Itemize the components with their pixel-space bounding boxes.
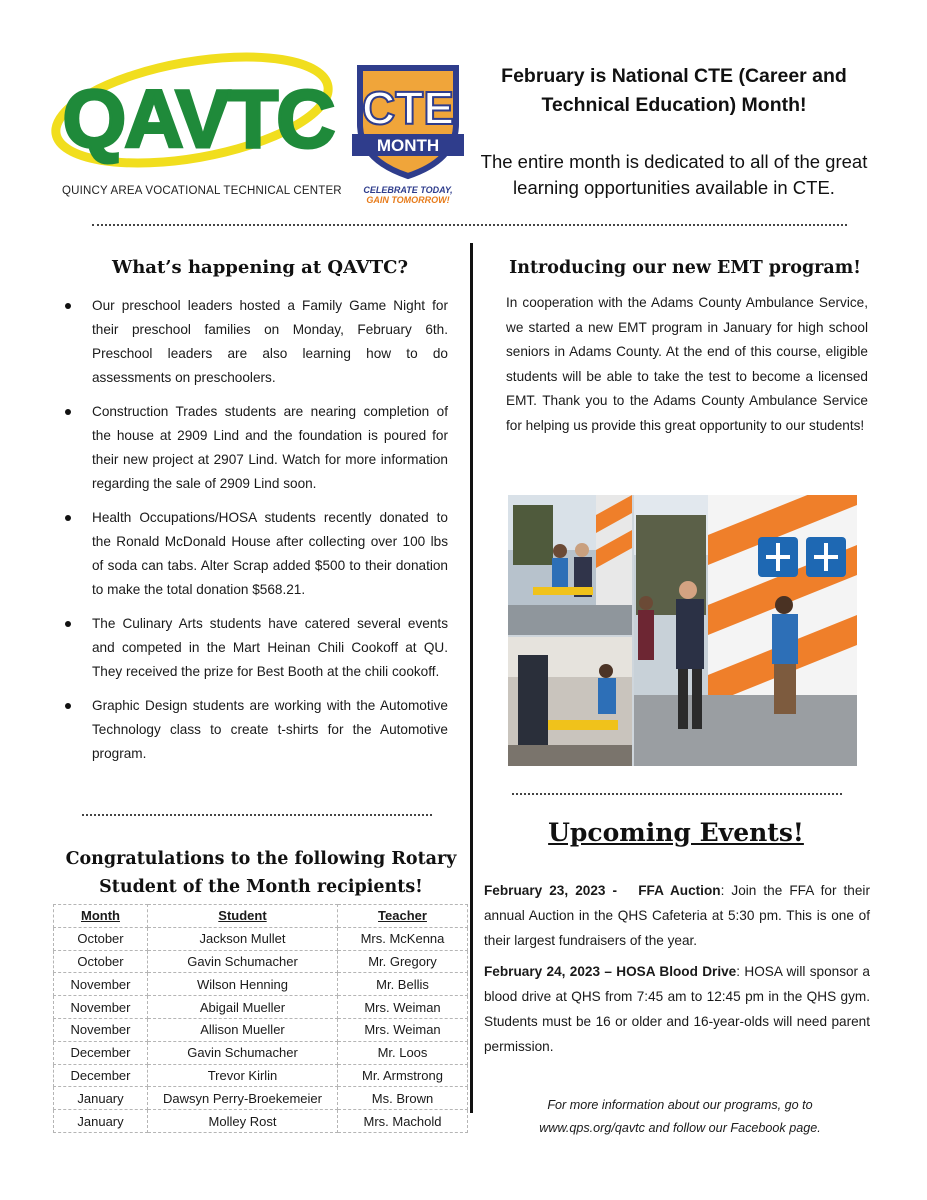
cell-student: Jackson Mullet [148,927,338,950]
list-item-text: Graphic Design students are working with the Automotive Technology class to create t-shirts for the Automotive program. [92,698,448,761]
list-item-text: Construction Trades students are nearing completion of the house at 2909 Lind and the foundation is poured for their new project at 2907 Lind. Watch for more information regarding the sale of 2909 Lind soon. [92,404,448,491]
cell-student: Molley Rost [148,1110,338,1133]
event-description: : HOSA will sponsor a blood drive at QHS from 7:45 am to 12:45 pm in the QHS gym. Students must be 16 or older and 16-year-olds will need parent permission. [484,964,870,1054]
list-item [62,612,448,684]
logo-subtitle: QUINCY AREA VOCATIONAL TECHNICAL CENTER [62,185,342,197]
page-subtitle: The entire month is dedicated to all of the great learning opportunities available in CTE. [480,151,868,198]
rotary-heading: Congratulations to the following Rotary Student of the Month recipients! [65,849,457,897]
cell-teacher: Mrs. Machold [338,1110,468,1133]
emt-heading: Introducing our new EMT program! [509,258,861,278]
table-row [54,1064,468,1087]
table-row [54,1018,468,1041]
left-divider [82,814,432,816]
cell-student: Abigail Mueller [148,996,338,1019]
list-item [62,694,448,766]
cell-month: January [54,1087,148,1110]
column-header-month: Month [54,905,148,928]
cell-teacher: Mrs. Weiman [338,996,468,1019]
cell-teacher: Mr. Gregory [338,950,468,973]
cte-badge-big: CTE [362,82,454,134]
cell-teacher: Mr. Bellis [338,973,468,996]
cte-tagline-2: GAIN TOMORROW! [366,195,450,205]
event-item [484,878,870,953]
event-date: February 24, 2023 [484,964,601,979]
happening-heading: What’s happening at QAVTC? [112,257,408,278]
cell-month: October [54,927,148,950]
cell-teacher: Mrs. Weiman [338,1018,468,1041]
table-row [54,1110,468,1133]
event-item [484,959,870,1059]
cte-tagline [356,185,460,205]
cell-teacher: Mr. Loos [338,1041,468,1064]
happening-list [62,294,448,776]
cell-month: October [54,950,148,973]
cell-month: December [54,1041,148,1064]
bullet-icon [65,703,71,709]
cell-month: November [54,1018,148,1041]
list-item [62,294,448,390]
bullet-icon [65,303,71,309]
logo-wordmark: QAVTC [62,74,334,165]
cell-student: Wilson Henning [148,973,338,996]
qavtc-logo-graphic [50,50,350,185]
list-item-text: Health Occupations/HOSA students recently donated to the Ronald McDonald House after collecting over 100 lbs of soda can tabs. Alter Scrap added $500 to their donation to make the total donation $568.21. [92,510,448,597]
rotary-table [53,904,468,1133]
event-name: FFA Auction [638,883,721,898]
table-row [54,1087,468,1110]
cell-teacher: Ms. Brown [338,1087,468,1110]
emt-photo-collage [508,495,857,766]
cell-teacher: Mrs. McKenna [338,927,468,950]
footer-note [500,1094,860,1140]
right-divider [512,793,842,795]
qavtc-logo [50,50,350,210]
cell-month: January [54,1110,148,1133]
table-row [54,973,468,996]
page-title: February is National CTE (Career and Technical Education) Month! [501,65,847,116]
table-row [54,1041,468,1064]
table-row [54,950,468,973]
cte-badge-small: MONTH [376,136,440,155]
event-date: February 23, 2023 - [484,883,618,898]
cell-month: November [54,973,148,996]
upcoming-events-heading: Upcoming Events! [548,818,804,847]
cte-shield-icon [352,62,464,182]
event-name: – HOSA Blood Drive [600,964,737,979]
event-description: : Join the FFA for their annual Auction in the QHS Cafeteria at 5:30 pm. This is one of their largest fundraisers of the year. [484,883,870,948]
cell-month: December [54,1064,148,1087]
column-header-teacher: Teacher [338,905,468,928]
cell-teacher: Mr. Armstrong [338,1064,468,1087]
header-text [474,62,874,201]
cte-month-badge [352,62,464,212]
photo-collage-image [508,495,857,766]
table-header-row [54,905,468,928]
bullet-icon [65,515,71,521]
cell-student: Dawsyn Perry-Broekemeier [148,1087,338,1110]
table-row [54,927,468,950]
header-divider [92,224,847,226]
cte-tagline-1: CELEBRATE TODAY, [363,185,453,195]
cell-student: Trevor Kirlin [148,1064,338,1087]
cell-student: Gavin Schumacher [148,950,338,973]
cell-student: Gavin Schumacher [148,1041,338,1064]
cell-student: Allison Mueller [148,1018,338,1041]
footer-line-1: For more information about our programs, go to [547,1098,813,1112]
cell-month: November [54,996,148,1019]
table-row [54,996,468,1019]
list-item [62,506,448,602]
column-header-student: Student [148,905,338,928]
bullet-icon [65,409,71,415]
list-item-text: Our preschool leaders hosted a Family Game Night for their preschool families on Monday, February 6th. Preschool leaders are also learning how to do assessments on preschoolers. [92,298,448,385]
list-item [62,400,448,496]
list-item-text: The Culinary Arts students have catered several events and competed in the Mart Heinan Chili Cookoff at QU. They received the prize for Best Booth at the chili cookoff. [92,616,448,679]
footer-link-text: www.qps.org/qavtc and follow our Facebook page. [539,1121,821,1135]
emt-body: In cooperation with the Adams County Ambulance Service, we started a new EMT program in January for high school seniors in Adams County. At the end of this course, eligible students will be able to take the test to become a licensed EMT. Thank you to the Adams County Ambulance Service for helping us provide this great opportunity to our students! [506,295,868,433]
column-divider [470,243,473,1113]
bullet-icon [65,621,71,627]
